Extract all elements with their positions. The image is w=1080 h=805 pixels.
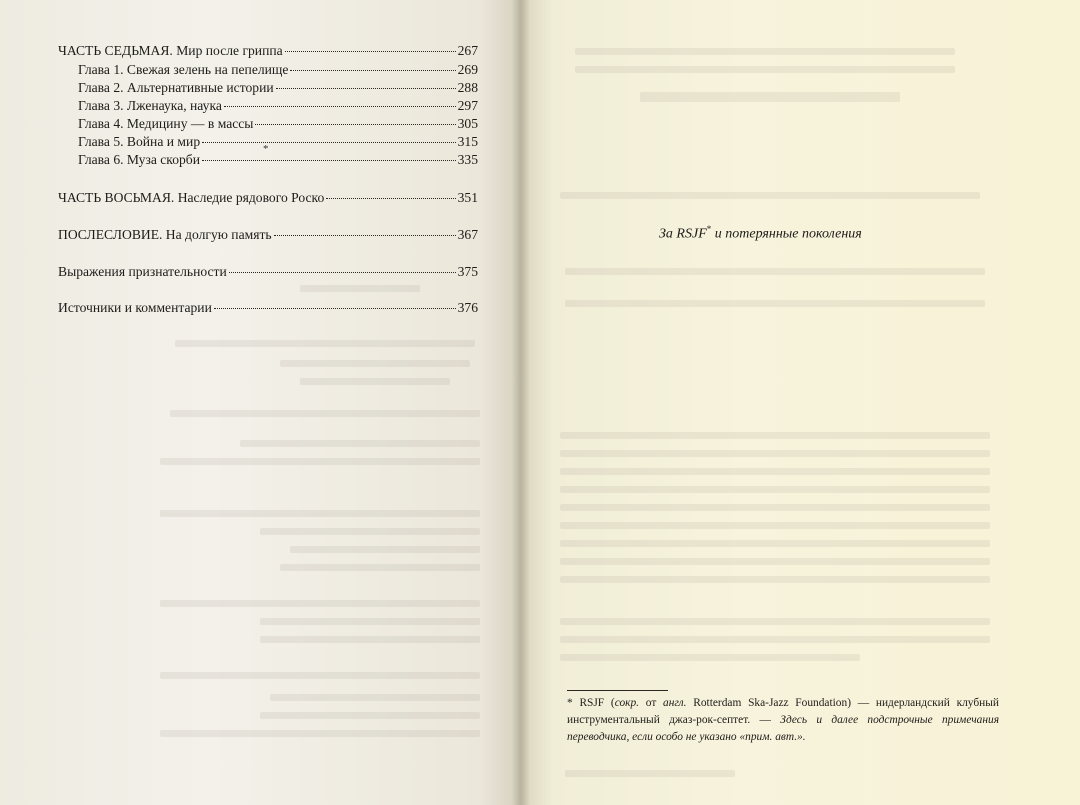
toc-entry-part (58, 299, 478, 317)
left-page (0, 0, 520, 805)
show-through-ghost (160, 600, 480, 607)
show-through-ghost (240, 440, 480, 447)
show-through-ghost (260, 528, 480, 535)
show-through-ghost (565, 268, 985, 275)
dedication-lead: За RSJF (659, 226, 707, 242)
footnote (567, 695, 999, 746)
show-through-ghost (290, 546, 480, 553)
show-through-ghost (565, 300, 985, 307)
toc-dot-leader (274, 223, 456, 236)
toc-entry-page: 297 (457, 98, 478, 113)
footnote-origin: Rotterdam Ska-Jazz Foundation) — нидерландский клубный инструментальный джаз-рок-септет. — (567, 697, 999, 726)
dedication-footnote-mark: * (706, 224, 712, 234)
show-through-ghost (560, 432, 990, 439)
footnote-ot: от (639, 697, 664, 709)
footnote-sokr: сокр. (614, 697, 640, 709)
show-through-ghost (560, 522, 990, 529)
footnote-abbr: RSJF (579, 697, 605, 709)
show-through-ghost (560, 618, 990, 625)
toc-entry-page: 335 (457, 152, 478, 167)
book-gutter (512, 0, 530, 805)
footnote-translator-note: Здесь и далее подстрочные примечания переводчика, если особо не указано «прим. авт.». (567, 714, 999, 743)
toc-dot-leader (224, 94, 456, 107)
toc-entry-page: 367 (457, 227, 478, 242)
toc-entry-title: Выражения признательности (58, 264, 227, 279)
show-through-ghost (260, 636, 480, 643)
toc-entry-page: 376 (457, 300, 478, 315)
show-through-ghost (175, 340, 475, 347)
toc-dot-leader (276, 76, 456, 89)
toc-entry-part (58, 263, 478, 281)
toc-entry-title: Глава 5. Война и мир (78, 134, 201, 149)
toc-dot-leader (229, 260, 456, 273)
toc-entry-title: ПОСЛЕСЛОВИЕ. На долгую память (58, 227, 272, 242)
footnote-paren: ( (604, 697, 615, 709)
footnote-angl: англ. (663, 697, 687, 709)
toc-entry-title: ЧАСТЬ СЕДЬМАЯ. Мир после гриппа (58, 43, 283, 58)
toc-entry-title: Глава 3. Лженаука, наука (78, 98, 222, 113)
footnote-rule (567, 690, 668, 691)
show-through-ghost (560, 450, 990, 457)
show-through-ghost (560, 654, 860, 661)
toc-dot-leader (290, 58, 455, 71)
show-through-ghost (640, 92, 900, 102)
show-through-ghost (160, 730, 480, 737)
toc-entry-part (58, 189, 478, 207)
show-through-ghost (560, 504, 990, 511)
show-through-ghost (160, 672, 480, 679)
show-through-ghost (575, 66, 955, 73)
show-through-ghost (160, 458, 480, 465)
stray-asterisk: * (263, 143, 269, 155)
show-through-ghost (575, 48, 955, 55)
show-through-ghost (560, 192, 980, 199)
toc-dot-leader (285, 39, 456, 52)
toc-entry-page: 269 (457, 62, 478, 77)
show-through-ghost (560, 468, 990, 475)
toc-entry-title: Глава 2. Альтернативные истории (78, 80, 274, 95)
toc-entry-page: 305 (457, 116, 478, 131)
footnote-mark: * (567, 697, 580, 709)
toc-entry-page: 267 (457, 43, 478, 58)
show-through-ghost (560, 558, 990, 565)
show-through-ghost (300, 378, 450, 385)
show-through-ghost (270, 694, 480, 701)
toc-dot-leader (326, 186, 455, 199)
show-through-ghost (560, 486, 990, 493)
toc-dot-leader (255, 112, 455, 125)
dedication (659, 224, 862, 243)
toc-entry-title: Глава 6. Муза скорби (78, 152, 200, 167)
show-through-ghost (280, 360, 470, 367)
show-through-ghost (280, 564, 480, 571)
show-through-ghost (560, 576, 990, 583)
toc-dot-leader (202, 130, 455, 143)
toc-entry-page: 351 (457, 190, 478, 205)
toc-entry-title: Глава 4. Медицину — в массы (78, 116, 254, 131)
toc-entry-title: Источники и комментарии (58, 300, 212, 315)
toc-dot-leader (214, 296, 456, 309)
toc-entry-title: Глава 1. Свежая зелень на пепелище (78, 62, 289, 77)
show-through-ghost (160, 510, 480, 517)
toc-entry-title: ЧАСТЬ ВОСЬМАЯ. Наследие рядового Роско (58, 190, 325, 205)
show-through-ghost (560, 636, 990, 643)
toc-entry-part (58, 226, 478, 244)
show-through-ghost (565, 770, 735, 777)
show-through-ghost (560, 540, 990, 547)
toc-entry-page: 288 (457, 80, 478, 95)
toc-entry-page: 315 (457, 134, 478, 149)
show-through-ghost (300, 285, 420, 292)
show-through-ghost (170, 410, 480, 417)
show-through-ghost (260, 712, 480, 719)
toc-entry-chapter (78, 151, 478, 169)
show-through-ghost (260, 618, 480, 625)
toc-dot-leader (202, 148, 456, 161)
dedication-rest: и потерянные поколения (711, 226, 862, 242)
right-page (520, 0, 1080, 805)
toc-entry-page: 375 (457, 264, 478, 279)
